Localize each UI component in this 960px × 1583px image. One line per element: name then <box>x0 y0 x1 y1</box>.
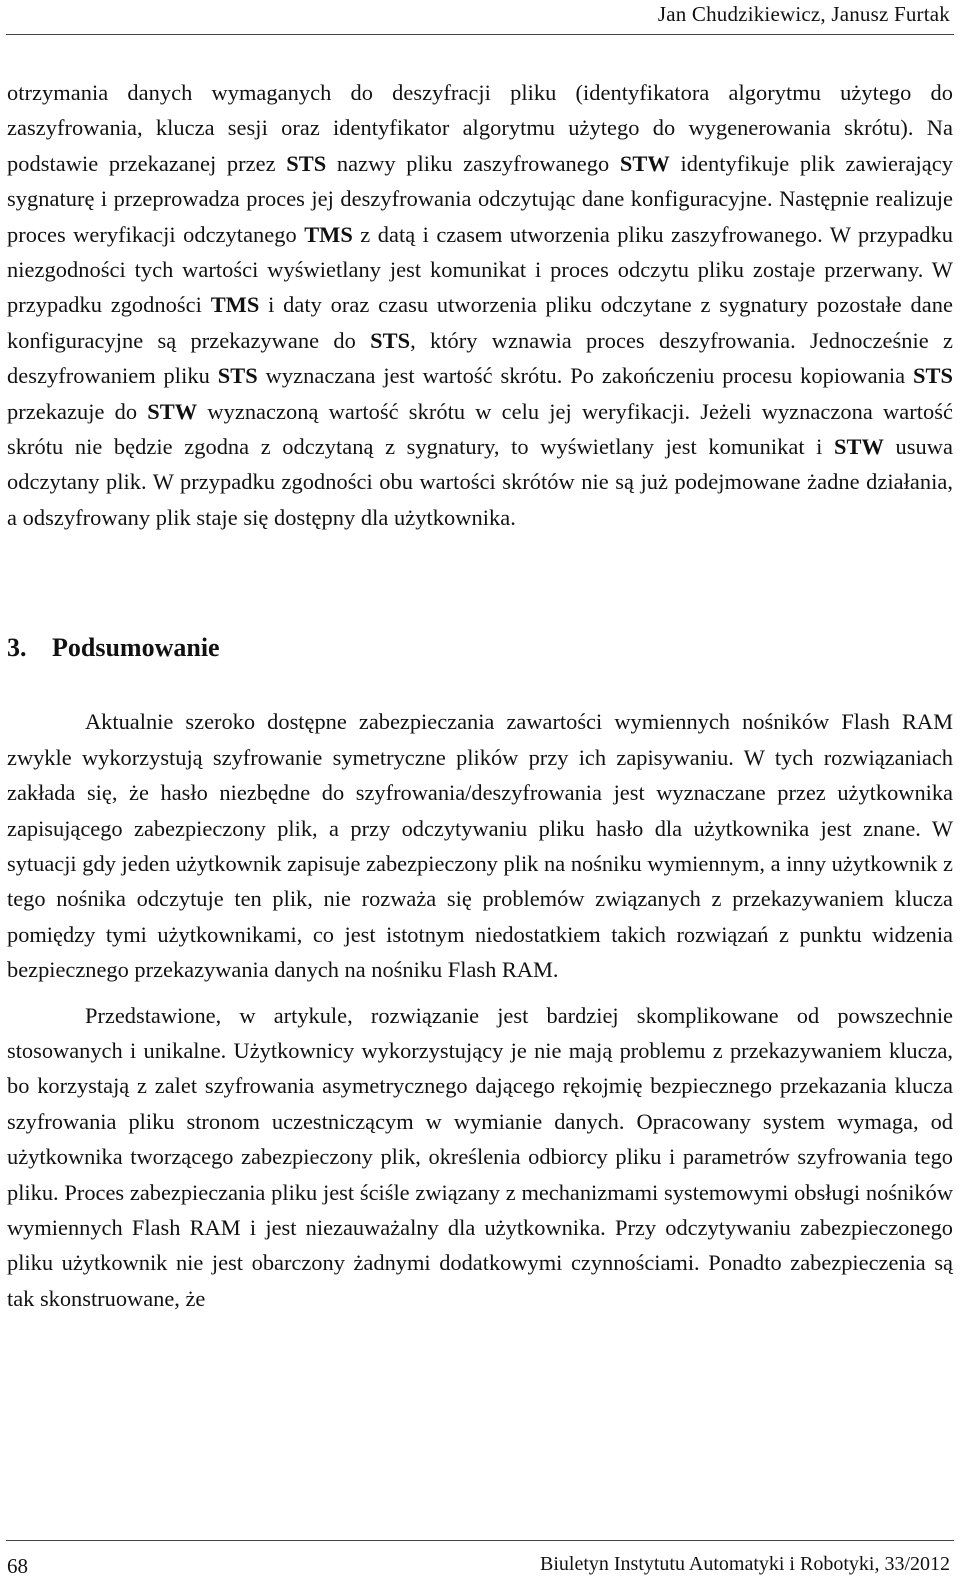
text-run: otrzymania danych wymaganych do deszyfracji pliku (identyfikatora algorytmu użytego do zaszyfrowania, klucza sesji oraz identyfikator algorytmu użytego do wygenerowania skrótu). Na podstawie przekazanej przez <box>7 80 953 176</box>
journal-name: Biuletyn Instytutu Automatyki i Robotyki, 33/2012 <box>539 1553 950 1575</box>
section-title: Podsumowanie <box>52 633 220 663</box>
text-run: identyfikuje plik zawierający sygnaturę i przeprowadza proces jej deszyfrowania odczytując dane konfiguracyjne. Następnie realizuje proces weryfikacji odczytanego <box>7 150 954 247</box>
page-body <box>7 75 953 1316</box>
page-header <box>0 0 960 40</box>
text-run: nazwy pliku zaszyfrowanego <box>326 150 620 176</box>
text-run: przekazuje do <box>7 398 148 424</box>
intro-paragraph <box>7 75 953 535</box>
text-run: wyznaczana jest wartość skrótu. Po zakończeniu procesu kopiowania <box>257 363 913 389</box>
text-run: , który wznawia proces deszyfrowania. Jednocześnie z deszyfrowaniem pliku <box>7 327 953 389</box>
running-head: Jan Chudzikiewicz, Janusz Furtak <box>657 2 950 26</box>
text-run: wyznaczoną wartość skrótu w celu jej weryfikacji. Jeżeli wyznaczona wartość skrótu nie będzie zgodna z odczytaną z sygnatury, to wyświetlany jest komunikat i <box>7 398 953 460</box>
summary-paragraph-2: Przedstawione, w artykule, rozwiązanie jest bardziej skomplikowane od powszechnie stosowanych i unikalne. Użytkownicy wykorzystujący je nie mają problemu z przekazywaniem klucza, bo korzystają z zalet szyfrowania asymetrycznego dającego rękojmię bezpiecznego przekazania klucza szyfrowania pliku stronom uczestniczącym w wymianie danych. Opracowany system wymaga, od użytkownika tworzącego zabezpieczony plik, określenia odbiorcy pliku i parametrów szyfrowania tego pliku. Proces zabezpieczania pliku jest ściśle związany z mechanizmami systemowymi obsługi nośników wymiennych Flash RAM i jest niezauważalny dla użytkownika. Przy odczytywaniu zabezpieczonego pliku użytkownik nie jest obarczony żadnymi dodatkowymi czynnościami. Ponadto zabezpieczenia są tak skonstruowane, że <box>7 1002 953 1311</box>
acronym-tms: TMS <box>210 292 260 318</box>
acronym-stw: STW <box>834 434 884 460</box>
page-number: 68 <box>7 1554 28 1578</box>
header-rule <box>6 34 954 35</box>
text-run: usuwa odczytany plik. W przypadku zgodności obu wartości skrótów nie są już podejmowane żadne działania, a odszyfrowany plik staje się dostępny dla użytkownika. <box>7 434 953 530</box>
page-footer <box>0 1536 960 1583</box>
text-run: z datą i czasem utworzenia pliku zaszyfrowanego. W przypadku niezgodności tych wartości wyświetlany jest komunikat i proces odczytu pliku zostaje przerwany. W przypadku zgodności <box>7 221 953 318</box>
acronym-stw: STW <box>619 150 670 176</box>
summary-paragraph-1: Aktualnie szeroko dostępne zabezpieczania zawartości wymiennych nośników Flash RAM zwykle wykorzystują szyfrowanie symetryczne plików przy ich zapisywaniu. W tych rozwiązaniach zakłada się, że hasło niezbędne do szyfrowania/deszyfrowania jest wyznaczane przez użytkownika zapisującego zabezpieczony plik, a przy odczytywaniu pliku hasło dla użytkownika jest znane. W sytuacji gdy jeden użytkownik zapisuje zabezpieczony plik na nośniku wymiennym, a inny użytkownik z tego nośnika odczytuje ten plik, nie rozważa się problemów związanych z przekazywaniem klucza pomiędzy tymi użytkownikami, co jest istotnym niedostatkiem takich rozwiązań z punktu widzenia bezpiecznego przekazywania danych na nośniku Flash RAM. <box>7 709 953 983</box>
acronym-stw: STW <box>147 398 198 424</box>
acronym-sts: STS <box>217 363 258 389</box>
acronym-sts: STS <box>913 363 953 389</box>
acronym-sts: STS <box>286 150 327 176</box>
acronym-sts: STS <box>370 327 411 353</box>
acronym-tms: TMS <box>304 221 353 247</box>
section-heading <box>7 631 953 665</box>
text-run: i daty oraz czasu utworzenia pliku odczytane z sygnatury pozostałe dane konfiguracyjne są przekazywane do <box>7 292 953 353</box>
section-number: 3. <box>7 633 27 663</box>
footer-rule <box>6 1540 954 1541</box>
